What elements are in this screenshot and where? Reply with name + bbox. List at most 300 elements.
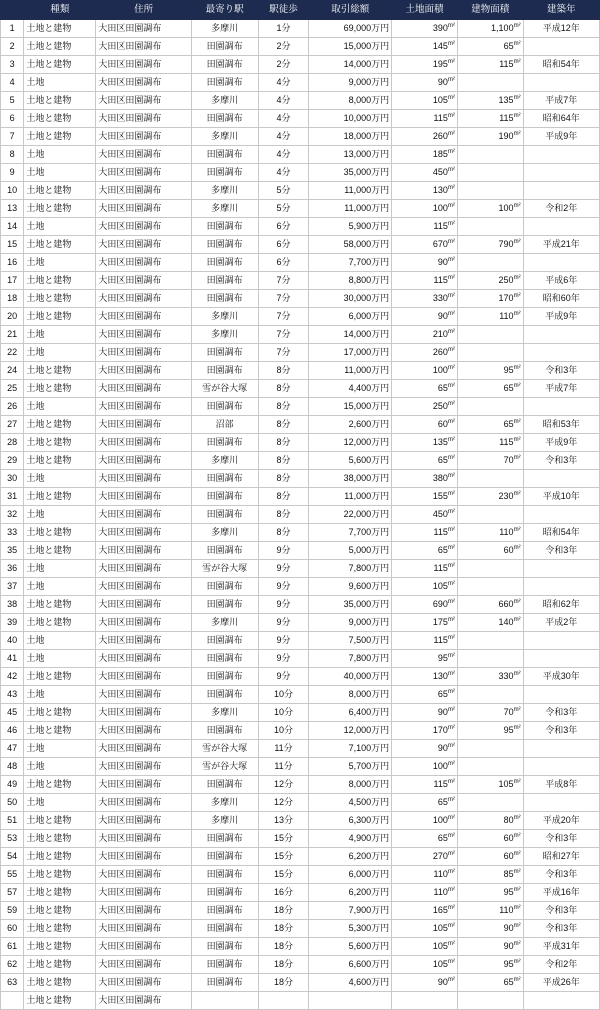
table-row[interactable] [1, 164, 600, 182]
row-index: 43 [1, 686, 24, 704]
cell-walk-minutes: 8分 [258, 488, 309, 506]
cell-address: 大田区田園調布 [96, 758, 191, 776]
cell-building-area: $115^{m^2}$ [457, 56, 523, 74]
cell-build-year: 昭和60年 [523, 290, 599, 308]
cell-build-year [523, 470, 599, 488]
cell-type: 土地と建物 [24, 38, 96, 56]
cell-station: 田園調布 [191, 344, 258, 362]
cell-building-area: $60^{m^2}$ [457, 848, 523, 866]
cell-station: 多摩川 [191, 20, 258, 38]
cell-land-area: $65^{m^2}$ [392, 452, 458, 470]
cell-walk-minutes: 12分 [258, 776, 309, 794]
cell-building-area: $790^{m^2}$ [457, 236, 523, 254]
row-index: 22 [1, 344, 24, 362]
cell-build-year [523, 650, 599, 668]
cell-build-year: 令和3年 [523, 920, 599, 938]
table-row[interactable] [1, 938, 600, 956]
cell-station: 田園調布 [191, 776, 258, 794]
table-row[interactable] [1, 362, 600, 380]
cell-build-year: 平成9年 [523, 434, 599, 452]
cell-land-area: $95^{m^2}$ [392, 650, 458, 668]
row-index: 9 [1, 164, 24, 182]
table-row[interactable] [1, 218, 600, 236]
row-index: 1 [1, 20, 24, 38]
cell-building-area [457, 344, 523, 362]
cell-station: 田園調布 [191, 596, 258, 614]
cell-building-area: $95^{m^2}$ [457, 884, 523, 902]
cell-station: 多摩川 [191, 92, 258, 110]
row-index: 57 [1, 884, 24, 902]
cell-walk-minutes: 9分 [258, 614, 309, 632]
table-row[interactable] [1, 524, 600, 542]
cell-address: 大田区田園調布 [96, 416, 191, 434]
table-row[interactable] [1, 398, 600, 416]
cell-land-area: $65^{m^2}$ [392, 380, 458, 398]
column-header-building-area: 建物面積 [457, 1, 523, 20]
table-row[interactable] [1, 956, 600, 974]
cell-build-year [523, 758, 599, 776]
cell-address: 大田区田園調布 [96, 794, 191, 812]
cell-price: 7,700万円 [309, 254, 392, 272]
table-row[interactable] [1, 902, 600, 920]
cell-building-area: $65^{m^2}$ [457, 380, 523, 398]
cell-price: 4,500万円 [309, 794, 392, 812]
row-index: 29 [1, 452, 24, 470]
table-row[interactable] [1, 740, 600, 758]
cell-build-year: 平成6年 [523, 272, 599, 290]
cell-address: 大田区田園調布 [96, 146, 191, 164]
cell-land-area: $60^{m^2}$ [392, 416, 458, 434]
cell-land-area: $90^{m^2}$ [392, 974, 458, 992]
cell-address: 大田区田園調布 [96, 164, 191, 182]
cell-walk-minutes: 18分 [258, 956, 309, 974]
cell-type: 土地 [24, 794, 96, 812]
table-row[interactable] [1, 668, 600, 686]
table-row[interactable] [1, 560, 600, 578]
cell-type: 土地 [24, 470, 96, 488]
cell-type: 土地と建物 [24, 866, 96, 884]
cell-walk-minutes: 8分 [258, 524, 309, 542]
cell-build-year: 昭和62年 [523, 596, 599, 614]
cell-land-area: $145^{m^2}$ [392, 38, 458, 56]
cell-walk-minutes: 6分 [258, 218, 309, 236]
table-row[interactable] [1, 128, 600, 146]
table-row[interactable] [1, 884, 600, 902]
cell-build-year [523, 164, 599, 182]
cell-type: 土地と建物 [24, 542, 96, 560]
cell-land-area: $330^{m^2}$ [392, 290, 458, 308]
cell-station: 田園調布 [191, 236, 258, 254]
cell-build-year: 平成26年 [523, 974, 599, 992]
row-index: 42 [1, 668, 24, 686]
table-row[interactable] [1, 254, 600, 272]
cell-build-year [523, 74, 599, 92]
cell-building-area: $660^{m^2}$ [457, 596, 523, 614]
table-body [1, 20, 600, 1010]
table-row[interactable] [1, 506, 600, 524]
cell-price: 7,800万円 [309, 560, 392, 578]
cell-station: 多摩川 [191, 326, 258, 344]
table-row[interactable] [1, 596, 600, 614]
cell-walk-minutes: 8分 [258, 506, 309, 524]
cell-type: 土地と建物 [24, 272, 96, 290]
cell-type: 土地と建物 [24, 992, 96, 1010]
cell-station: 田園調布 [191, 866, 258, 884]
cell-address: 大田区田園調布 [96, 830, 191, 848]
row-index: 37 [1, 578, 24, 596]
cell-walk-minutes: 9分 [258, 542, 309, 560]
row-index: 3 [1, 56, 24, 74]
cell-walk-minutes: 1分 [258, 20, 309, 38]
cell-build-year [523, 740, 599, 758]
cell-price: 11,000万円 [309, 488, 392, 506]
cell-land-area: $65^{m^2}$ [392, 686, 458, 704]
cell-walk-minutes: 15分 [258, 866, 309, 884]
cell-walk-minutes: 5分 [258, 182, 309, 200]
table-row[interactable] [1, 542, 600, 560]
table-row[interactable] [1, 272, 600, 290]
table-row[interactable] [1, 776, 600, 794]
cell-address: 大田区田園調布 [96, 308, 191, 326]
cell-building-area [457, 74, 523, 92]
table-row[interactable] [1, 182, 600, 200]
cell-walk-minutes: 8分 [258, 416, 309, 434]
cell-walk-minutes: 7分 [258, 290, 309, 308]
cell-land-area [392, 992, 458, 1010]
cell-type: 土地と建物 [24, 812, 96, 830]
cell-price: 4,900万円 [309, 830, 392, 848]
cell-build-year: 昭和53年 [523, 416, 599, 434]
table-row[interactable] [1, 200, 600, 218]
cell-walk-minutes: 2分 [258, 38, 309, 56]
cell-address: 大田区田園調布 [96, 56, 191, 74]
column-header-land-area: 土地面積 [392, 1, 458, 20]
table-row[interactable] [1, 614, 600, 632]
cell-build-year [523, 398, 599, 416]
row-index: 36 [1, 560, 24, 578]
cell-land-area: $90^{m^2}$ [392, 308, 458, 326]
cell-build-year: 平成8年 [523, 776, 599, 794]
cell-station: 多摩川 [191, 812, 258, 830]
cell-price: 30,000万円 [309, 290, 392, 308]
cell-walk-minutes: 9分 [258, 668, 309, 686]
cell-price: 6,200万円 [309, 848, 392, 866]
cell-station: 田園調布 [191, 830, 258, 848]
table-row[interactable] [1, 20, 600, 38]
cell-station: 田園調布 [191, 578, 258, 596]
cell-build-year [523, 344, 599, 362]
cell-land-area: $690^{m^2}$ [392, 596, 458, 614]
table-row[interactable] [1, 866, 600, 884]
cell-price [309, 992, 392, 1010]
table-row[interactable] [1, 308, 600, 326]
cell-type: 土地 [24, 218, 96, 236]
cell-land-area: $110^{m^2}$ [392, 884, 458, 902]
cell-price: 11,000万円 [309, 362, 392, 380]
cell-walk-minutes: 7分 [258, 344, 309, 362]
cell-station: 田園調布 [191, 884, 258, 902]
table-row[interactable] [1, 974, 600, 992]
cell-build-year [523, 38, 599, 56]
cell-walk-minutes: 10分 [258, 722, 309, 740]
cell-build-year: 平成2年 [523, 614, 599, 632]
cell-address: 大田区田園調布 [96, 632, 191, 650]
cell-address: 大田区田園調布 [96, 974, 191, 992]
cell-walk-minutes: 10分 [258, 704, 309, 722]
row-index: 40 [1, 632, 24, 650]
cell-building-area [457, 740, 523, 758]
cell-building-area: $70^{m^2}$ [457, 704, 523, 722]
cell-station: 多摩川 [191, 524, 258, 542]
cell-walk-minutes: 18分 [258, 938, 309, 956]
cell-station: 田園調布 [191, 110, 258, 128]
cell-address: 大田区田園調布 [96, 740, 191, 758]
cell-price: 35,000万円 [309, 164, 392, 182]
cell-address: 大田区田園調布 [96, 200, 191, 218]
cell-build-year [523, 992, 599, 1010]
cell-type: 土地と建物 [24, 20, 96, 38]
cell-address: 大田区田園調布 [96, 218, 191, 236]
cell-price: 7,900万円 [309, 902, 392, 920]
cell-walk-minutes: 7分 [258, 308, 309, 326]
cell-building-area: $110^{m^2}$ [457, 902, 523, 920]
cell-address: 大田区田園調布 [96, 848, 191, 866]
cell-walk-minutes: 4分 [258, 74, 309, 92]
cell-land-area: $450^{m^2}$ [392, 164, 458, 182]
cell-station: 田園調布 [191, 56, 258, 74]
cell-station: 田園調布 [191, 974, 258, 992]
table-row[interactable] [1, 470, 600, 488]
cell-station: 田園調布 [191, 542, 258, 560]
cell-price: 12,000万円 [309, 434, 392, 452]
table-row[interactable] [1, 830, 600, 848]
cell-building-area [457, 164, 523, 182]
row-index: 53 [1, 830, 24, 848]
cell-station: 田園調布 [191, 434, 258, 452]
cell-price: 13,000万円 [309, 146, 392, 164]
cell-building-area [457, 758, 523, 776]
cell-price: 5,000万円 [309, 542, 392, 560]
table-row[interactable] [1, 488, 600, 506]
table-row[interactable] [1, 92, 600, 110]
row-index: 62 [1, 956, 24, 974]
table-row[interactable] [1, 722, 600, 740]
cell-land-area: $65^{m^2}$ [392, 542, 458, 560]
cell-walk-minutes: 4分 [258, 110, 309, 128]
table-row[interactable] [1, 848, 600, 866]
cell-building-area: $85^{m^2}$ [457, 866, 523, 884]
table-row[interactable] [1, 812, 600, 830]
table-row[interactable] [1, 992, 600, 1010]
cell-address: 大田区田園調布 [96, 668, 191, 686]
column-header-type: 種類 [24, 1, 96, 20]
cell-station: 田園調布 [191, 146, 258, 164]
cell-land-area: $100^{m^2}$ [392, 812, 458, 830]
cell-build-year: 平成7年 [523, 92, 599, 110]
cell-station: 多摩川 [191, 200, 258, 218]
table-row[interactable] [1, 380, 600, 398]
cell-station: 田園調布 [191, 218, 258, 236]
table-row[interactable] [1, 236, 600, 254]
cell-building-area: $65^{m^2}$ [457, 416, 523, 434]
table-row[interactable] [1, 758, 600, 776]
cell-building-area [457, 992, 523, 1010]
cell-building-area: $250^{m^2}$ [457, 272, 523, 290]
cell-type: 土地 [24, 758, 96, 776]
cell-station: 多摩川 [191, 128, 258, 146]
row-index: 25 [1, 380, 24, 398]
table-row[interactable] [1, 110, 600, 128]
table-row[interactable] [1, 452, 600, 470]
cell-land-area: $65^{m^2}$ [392, 794, 458, 812]
cell-building-area: $105^{m^2}$ [457, 776, 523, 794]
cell-land-area: $115^{m^2}$ [392, 776, 458, 794]
cell-type: 土地と建物 [24, 524, 96, 542]
cell-building-area [457, 470, 523, 488]
cell-land-area: $390^{m^2}$ [392, 20, 458, 38]
table-row[interactable] [1, 326, 600, 344]
cell-station: 田園調布 [191, 848, 258, 866]
cell-price: 18,000万円 [309, 128, 392, 146]
table-row[interactable] [1, 920, 600, 938]
cell-address: 大田区田園調布 [96, 380, 191, 398]
cell-station: 多摩川 [191, 452, 258, 470]
table-row[interactable] [1, 434, 600, 452]
cell-build-year: 平成21年 [523, 236, 599, 254]
cell-address: 大田区田園調布 [96, 614, 191, 632]
cell-address: 大田区田園調布 [96, 92, 191, 110]
cell-type: 土地と建物 [24, 488, 96, 506]
cell-land-area: $65^{m^2}$ [392, 830, 458, 848]
cell-address: 大田区田園調布 [96, 110, 191, 128]
cell-building-area [457, 146, 523, 164]
cell-building-area: $95^{m^2}$ [457, 956, 523, 974]
cell-land-area: $100^{m^2}$ [392, 758, 458, 776]
table-row[interactable] [1, 794, 600, 812]
cell-land-area: $270^{m^2}$ [392, 848, 458, 866]
cell-walk-minutes: 4分 [258, 128, 309, 146]
table-row[interactable] [1, 56, 600, 74]
table-row[interactable] [1, 74, 600, 92]
cell-type: 土地 [24, 740, 96, 758]
cell-station: 田園調布 [191, 722, 258, 740]
cell-walk-minutes: 7分 [258, 272, 309, 290]
table-row[interactable] [1, 344, 600, 362]
cell-type: 土地と建物 [24, 776, 96, 794]
cell-build-year [523, 632, 599, 650]
cell-build-year: 平成31年 [523, 938, 599, 956]
table-row[interactable] [1, 416, 600, 434]
cell-build-year: 令和3年 [523, 452, 599, 470]
cell-station: 雪が谷大塚 [191, 560, 258, 578]
cell-price: 6,400万円 [309, 704, 392, 722]
cell-land-area: $155^{m^2}$ [392, 488, 458, 506]
cell-build-year [523, 560, 599, 578]
cell-address: 大田区田園調布 [96, 254, 191, 272]
row-index: 41 [1, 650, 24, 668]
row-index: 48 [1, 758, 24, 776]
column-header-index [1, 1, 24, 20]
cell-walk-minutes: 6分 [258, 254, 309, 272]
cell-build-year: 平成7年 [523, 380, 599, 398]
cell-land-area: $250^{m^2}$ [392, 398, 458, 416]
row-index: 28 [1, 434, 24, 452]
table-row[interactable] [1, 650, 600, 668]
row-index: 46 [1, 722, 24, 740]
cell-land-area: $115^{m^2}$ [392, 110, 458, 128]
cell-land-area: $105^{m^2}$ [392, 938, 458, 956]
cell-type: 土地 [24, 560, 96, 578]
cell-build-year: 平成9年 [523, 308, 599, 326]
cell-build-year [523, 182, 599, 200]
cell-type: 土地と建物 [24, 902, 96, 920]
row-index: 38 [1, 596, 24, 614]
cell-building-area: $170^{m^2}$ [457, 290, 523, 308]
cell-station: 田園調布 [191, 686, 258, 704]
cell-build-year [523, 506, 599, 524]
cell-price: 12,000万円 [309, 722, 392, 740]
cell-land-area: $110^{m^2}$ [392, 866, 458, 884]
row-index: 5 [1, 92, 24, 110]
cell-build-year: 令和2年 [523, 200, 599, 218]
table-row[interactable] [1, 38, 600, 56]
cell-station: 多摩川 [191, 182, 258, 200]
row-index: 47 [1, 740, 24, 758]
row-index: 31 [1, 488, 24, 506]
cell-address: 大田区田園調布 [96, 344, 191, 362]
table-row[interactable] [1, 578, 600, 596]
cell-station: 田園調布 [191, 164, 258, 182]
cell-building-area: $330^{m^2}$ [457, 668, 523, 686]
cell-address: 大田区田園調布 [96, 236, 191, 254]
cell-type: 土地 [24, 146, 96, 164]
row-index: 30 [1, 470, 24, 488]
cell-station: 雪が谷大塚 [191, 758, 258, 776]
cell-walk-minutes: 9分 [258, 632, 309, 650]
row-index: 39 [1, 614, 24, 632]
cell-price: 8,000万円 [309, 686, 392, 704]
cell-type: 土地と建物 [24, 434, 96, 452]
cell-building-area [457, 326, 523, 344]
cell-address: 大田区田園調布 [96, 866, 191, 884]
cell-type: 土地と建物 [24, 56, 96, 74]
cell-building-area: $80^{m^2}$ [457, 812, 523, 830]
cell-walk-minutes: 8分 [258, 398, 309, 416]
cell-station: 田園調布 [191, 650, 258, 668]
cell-walk-minutes: 11分 [258, 758, 309, 776]
cell-price: 6,000万円 [309, 308, 392, 326]
cell-address: 大田区田園調布 [96, 452, 191, 470]
table-row[interactable] [1, 290, 600, 308]
cell-build-year [523, 218, 599, 236]
cell-building-area: $100^{m^2}$ [457, 200, 523, 218]
cell-address: 大田区田園調布 [96, 398, 191, 416]
table-header-row [1, 1, 600, 20]
cell-station: 田園調布 [191, 272, 258, 290]
cell-walk-minutes: 9分 [258, 560, 309, 578]
cell-building-area: $190^{m^2}$ [457, 128, 523, 146]
row-index: 54 [1, 848, 24, 866]
cell-type: 土地 [24, 326, 96, 344]
table-row[interactable] [1, 704, 600, 722]
cell-type: 土地と建物 [24, 668, 96, 686]
table-row[interactable] [1, 632, 600, 650]
cell-station: 田園調布 [191, 668, 258, 686]
cell-type: 土地と建物 [24, 128, 96, 146]
table-row[interactable] [1, 686, 600, 704]
table-row[interactable] [1, 146, 600, 164]
cell-station: 雪が谷大塚 [191, 380, 258, 398]
